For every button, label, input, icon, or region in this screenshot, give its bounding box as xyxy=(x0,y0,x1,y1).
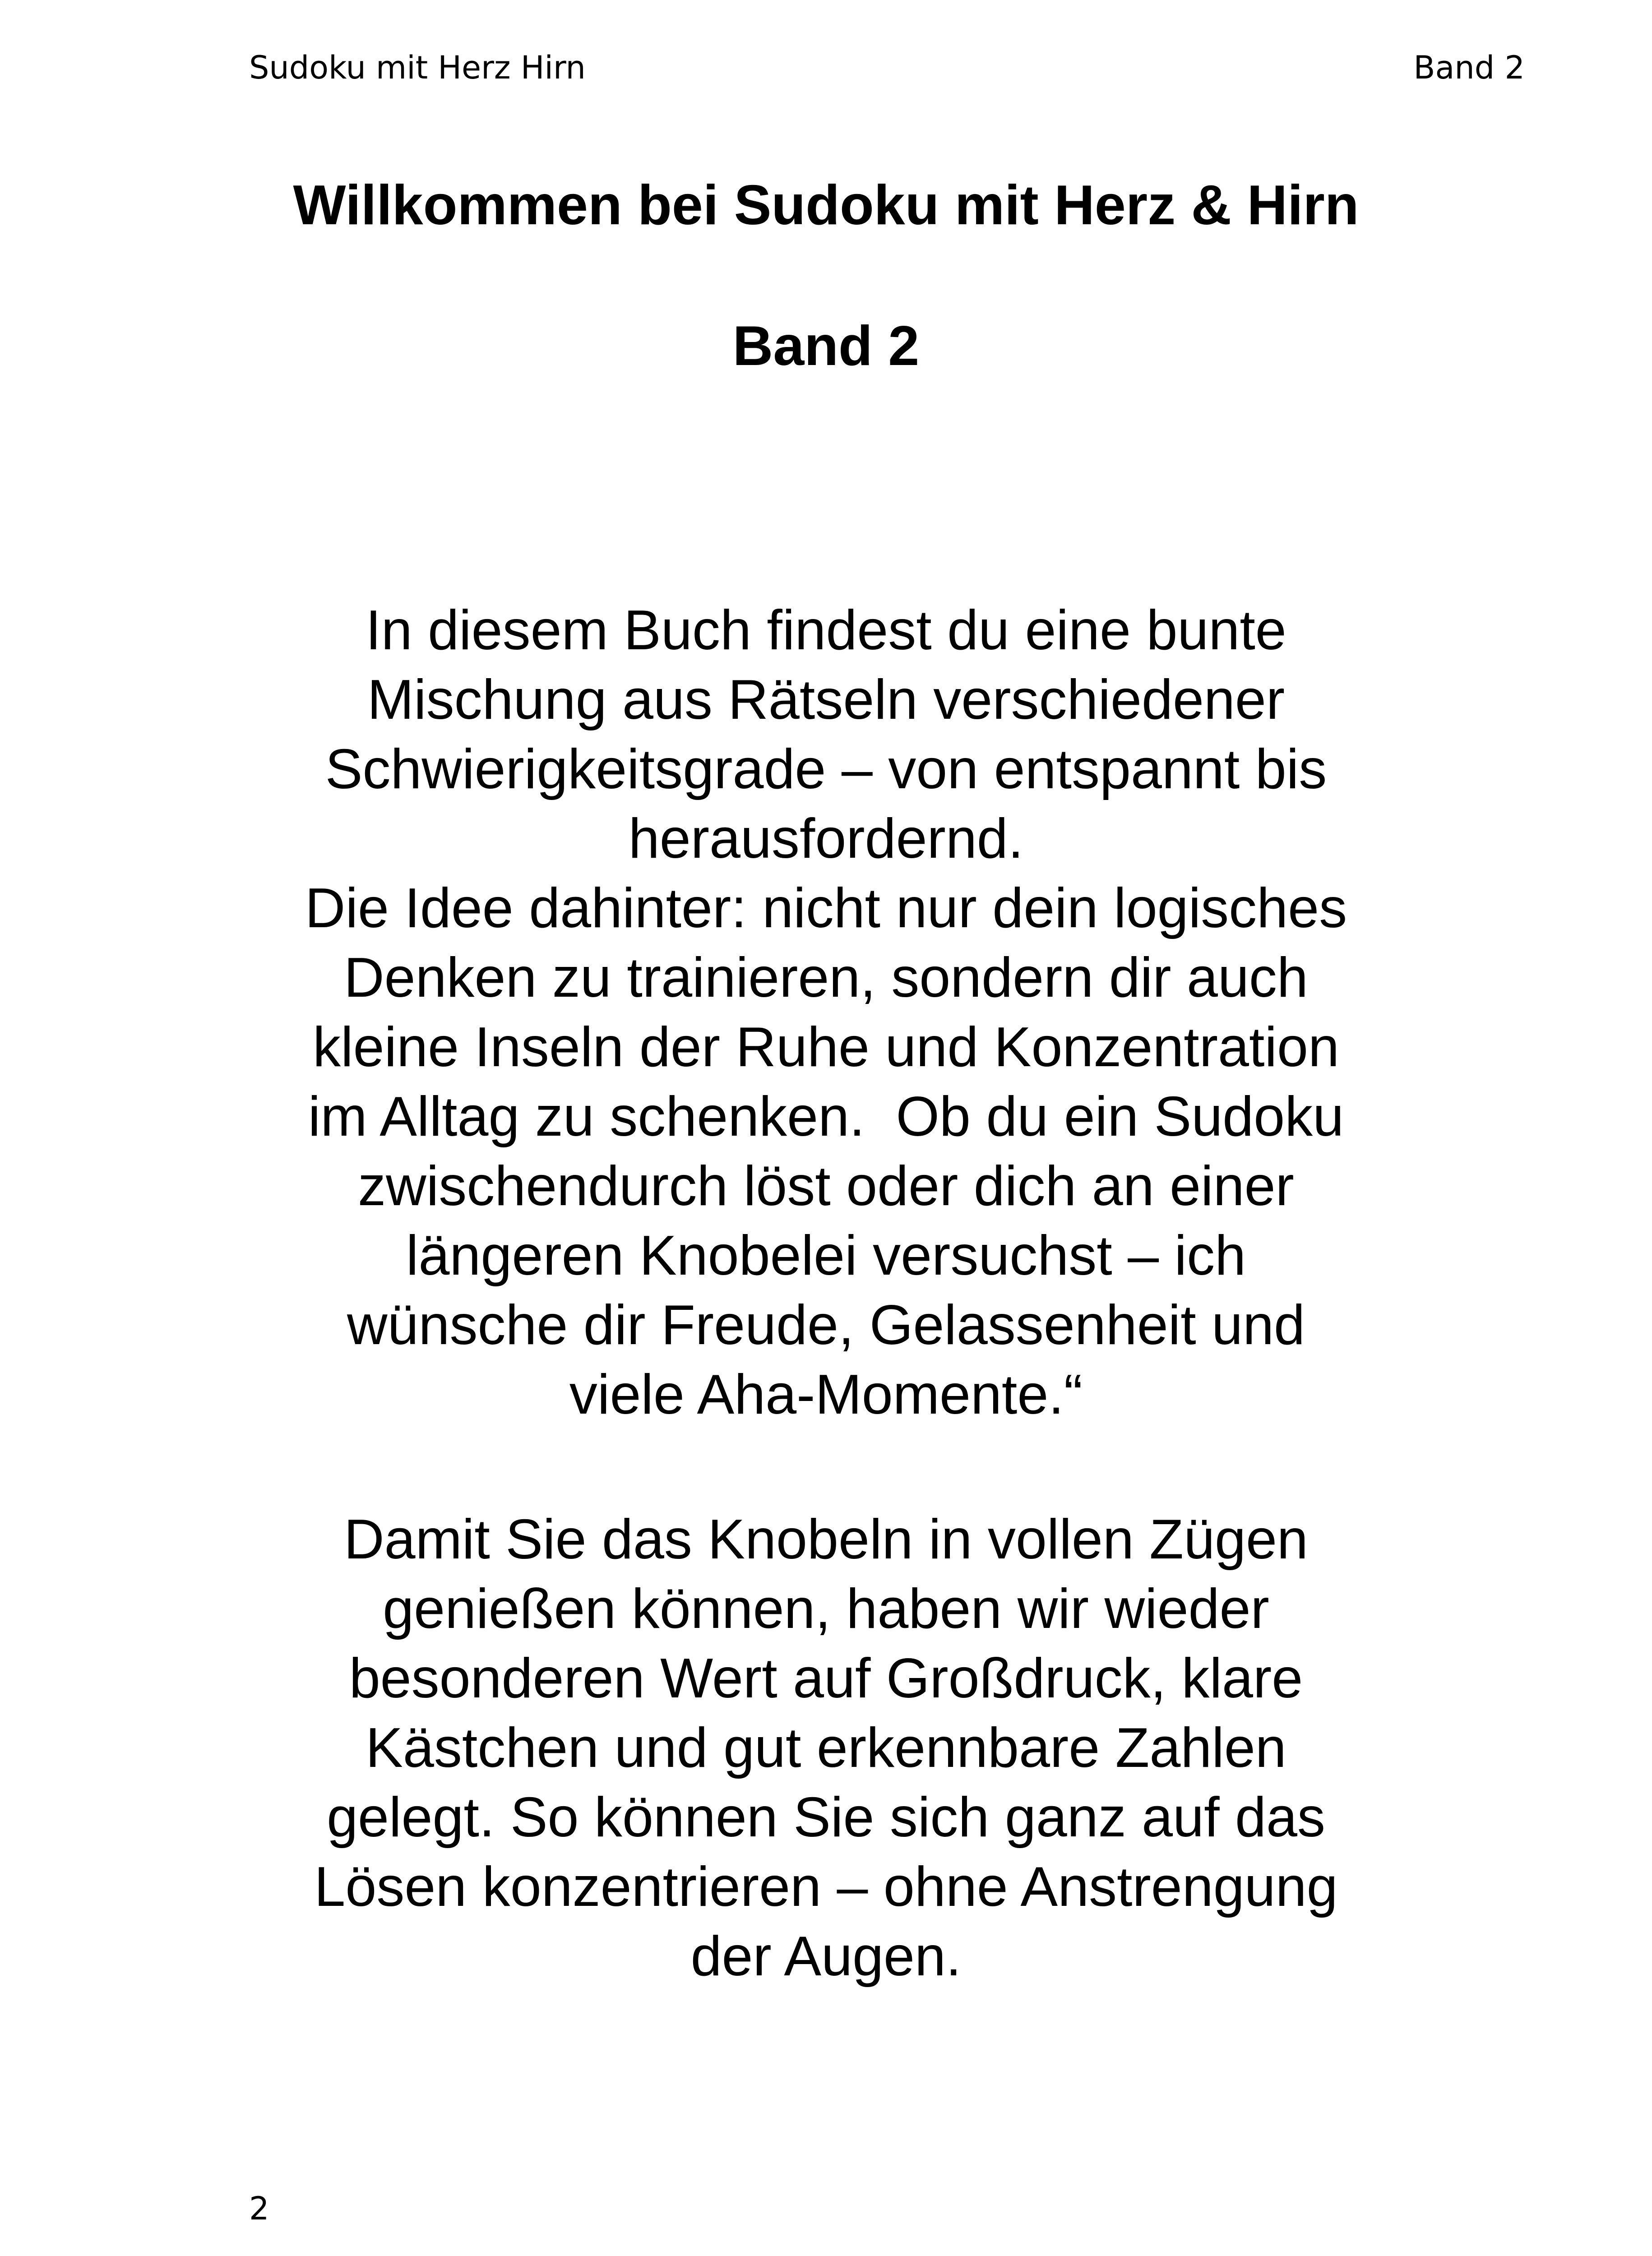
text-line: Schwierigkeitsgrade – von entspannt bis xyxy=(325,738,1327,800)
text-line: wünsche dir Freude, Gelassenheit und xyxy=(347,1294,1305,1356)
text-line: kleine Inseln der Ruhe und Konzentration xyxy=(313,1016,1339,1078)
text-line: In diesem Buch findest du eine bunte xyxy=(366,599,1286,661)
page-title: Willkommen bei Sudoku mit Herz & Hirn xyxy=(293,174,1359,236)
text-line: herausfordernd. xyxy=(628,808,1024,870)
text-line: Denken zu trainieren, sondern dir auch xyxy=(344,947,1308,1009)
text-line: besonderen Wert auf Großdruck, klare xyxy=(349,1647,1303,1710)
text-line: im Alltag zu schenken. Ob du ein Sudoku xyxy=(308,1086,1344,1148)
text-line: genießen können, haben wir wieder xyxy=(383,1578,1269,1640)
page-number: 2 xyxy=(249,2190,269,2227)
text-line: Kästchen und gut erkennbare Zahlen xyxy=(366,1717,1286,1779)
large-print-paragraph xyxy=(180,1505,1472,1991)
text-line: gelegt. So können Sie sich ganz auf das xyxy=(327,1786,1325,1849)
text-line: längeren Knobelei versuchst – ich xyxy=(406,1225,1246,1287)
intro-paragraph xyxy=(180,596,1472,1429)
text-line: Lösen konzentrieren – ohne Anstrengung xyxy=(314,1856,1338,1918)
text-line: Die Idee dahinter: nicht nur dein logisches xyxy=(305,877,1347,939)
text-line: zwischendurch löst oder dich an einer xyxy=(358,1155,1294,1217)
header-volume: Band 2 xyxy=(1413,49,1525,86)
text-line: Damit Sie das Knobeln in vollen Zügen xyxy=(344,1508,1308,1571)
header-book-title: Sudoku mit Herz Hirn xyxy=(249,49,586,86)
running-header xyxy=(249,43,1525,92)
volume-title: Band 2 xyxy=(732,315,920,377)
text-line: viele Aha-Momente.“ xyxy=(569,1364,1083,1426)
text-line: der Augen. xyxy=(690,1925,962,1988)
text-line: Mischung aus Rätseln verschiedener xyxy=(367,669,1285,731)
